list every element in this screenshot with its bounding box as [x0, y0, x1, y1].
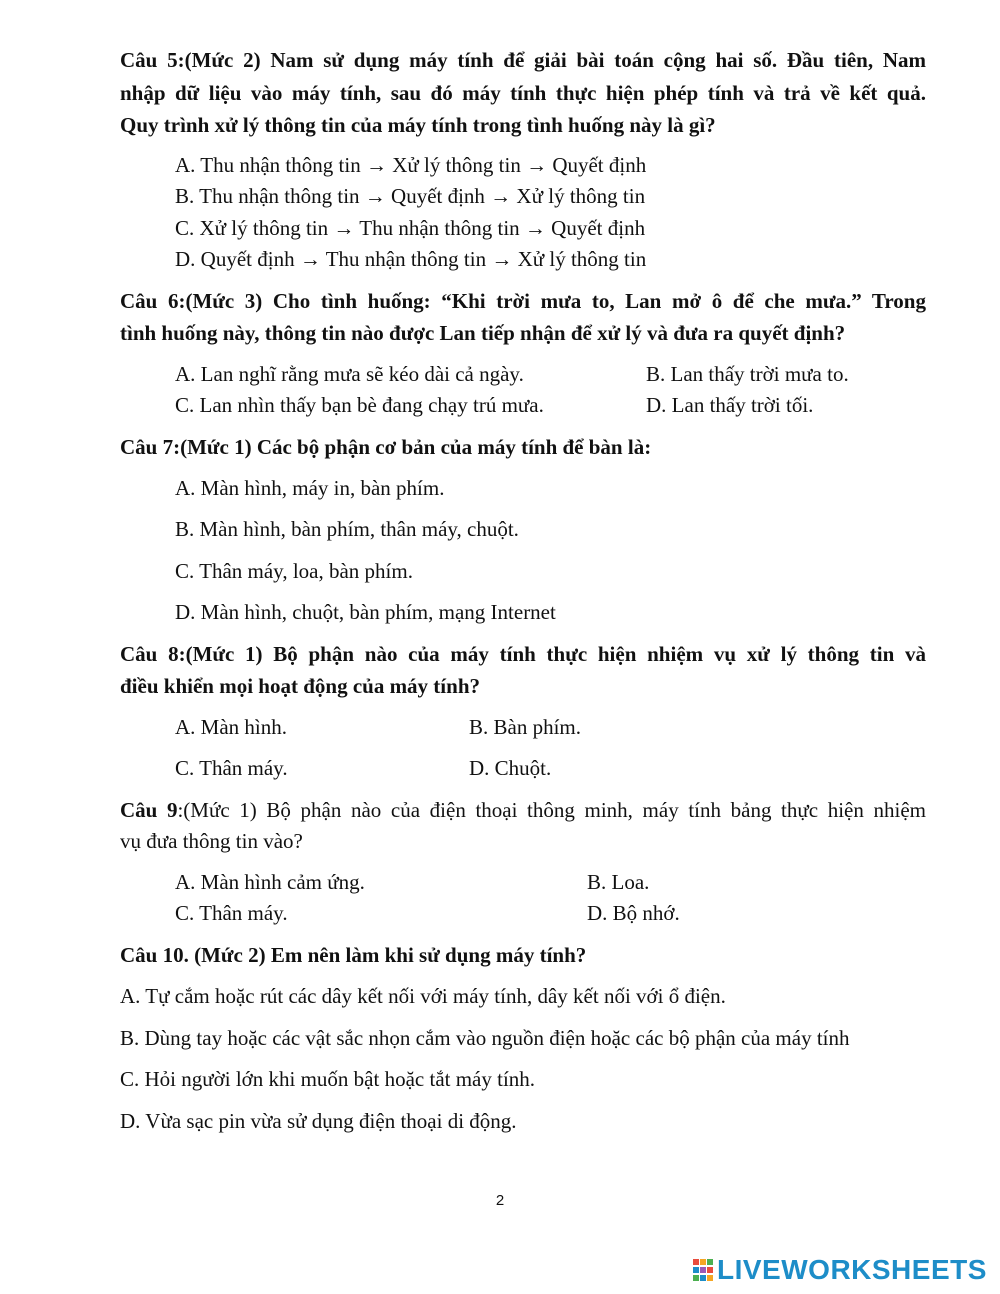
question-8-line-1: Câu 8:(Mức 1) Bộ phận nào của máy tính thực hiện nhiệm vụ xử lý thông tin và — [120, 642, 926, 666]
question-10-option-c[interactable]: C. Hỏi người lớn khi muốn bật hoặc tắt máy tính. — [120, 1067, 536, 1091]
question-9-line-2: vụ đưa thông tin vào? — [120, 829, 303, 853]
question-6-line-2: tình huống này, thông tin nào được Lan tiếp nhận để xử lý và đưa ra quyết định? — [120, 321, 846, 345]
question-6-option-c[interactable]: C. Lan nhìn thấy bạn bè đang chạy trú mưa. — [175, 393, 544, 417]
question-8-option-c[interactable]: C. Thân máy. — [175, 756, 288, 780]
question-7-option-a[interactable]: A. Màn hình, máy in, bàn phím. — [175, 476, 445, 500]
question-9-line-1 — [120, 795, 926, 825]
question-8-option-d[interactable]: D. Chuột. — [469, 756, 552, 780]
question-6-line-1: Câu 6:(Mức 3) Cho tình huống: “Khi trời mưa to, Lan mở ô để che mưa.” Trong — [120, 289, 926, 313]
question-7-option-c[interactable]: C. Thân máy, loa, bàn phím. — [175, 559, 413, 583]
question-9-label: Câu 9 — [120, 798, 178, 822]
liveworksheets-logo-icon — [692, 1257, 714, 1283]
question-9-option-b[interactable]: B. Loa. — [587, 870, 650, 894]
page-number: 2 — [495, 1192, 505, 1209]
question-9-option-c[interactable]: C. Thân máy. — [175, 901, 288, 925]
question-5-option-d[interactable]: D. Quyết định → Thu nhận thông tin → Xử lý thông tin — [175, 247, 647, 271]
question-6-option-a[interactable]: A. Lan nghĩ rằng mưa sẽ kéo dài cả ngày. — [175, 362, 524, 386]
question-9-option-a[interactable]: A. Màn hình cảm ứng. — [175, 870, 365, 894]
question-5-option-c[interactable]: C. Xử lý thông tin → Thu nhận thông tin → Quyết định — [175, 216, 646, 240]
question-10-option-d[interactable]: D. Vừa sạc pin vừa sử dụng điện thoại di động. — [120, 1109, 517, 1133]
question-8-line-2: điều khiển mọi hoạt động của máy tính? — [120, 674, 480, 698]
question-10-option-a[interactable]: A. Tự cắm hoặc rút các dây kết nối với máy tính, dây kết nối với ổ điện. — [120, 984, 726, 1008]
question-5-line-2: nhập dữ liệu vào máy tính, sau đó máy tính thực hiện phép tính và trả về kết quả. — [120, 81, 926, 105]
question-7-line-1: Câu 7:(Mức 1) Các bộ phận cơ bản của máy tính để bàn là: — [120, 435, 652, 459]
question-5-option-b[interactable]: B. Thu nhận thông tin → Quyết định → Xử lý thông tin — [175, 184, 646, 208]
question-7-option-b[interactable]: B. Màn hình, bàn phím, thân máy, chuột. — [175, 517, 519, 541]
question-6-option-b[interactable]: B. Lan thấy trời mưa to. — [646, 362, 849, 386]
liveworksheets-logo[interactable] — [692, 1252, 987, 1288]
question-10-option-b[interactable]: B. Dùng tay hoặc các vật sắc nhọn cắm vào nguồn điện hoặc các bộ phận của máy tính — [120, 1026, 850, 1050]
liveworksheets-logo-text: LIVEWORKSHEETS — [717, 1254, 987, 1285]
question-7-option-d[interactable]: D. Màn hình, chuột, bàn phím, mạng Internet — [175, 600, 556, 624]
question-8-option-a[interactable]: A. Màn hình. — [175, 715, 287, 739]
question-5-line-1: Câu 5:(Mức 2) Nam sử dụng máy tính để giải bài toán cộng hai số. Đầu tiên, Nam — [120, 48, 926, 72]
question-10-line-1: Câu 10. (Mức 2) Em nên làm khi sử dụng máy tính? — [120, 943, 587, 967]
question-9-line-1-text: :(Mức 1) Bộ phận nào của điện thoại thông minh, máy tính bảng thực hiện nhiệm — [177, 798, 926, 822]
question-9-option-d[interactable]: D. Bộ nhớ. — [587, 901, 680, 925]
question-5-line-3: Quy trình xử lý thông tin của máy tính trong tình huống này là gì? — [120, 113, 716, 137]
question-8-option-b[interactable]: B. Bàn phím. — [469, 715, 582, 739]
question-5-option-a[interactable]: A. Thu nhận thông tin → Xử lý thông tin → Quyết định — [175, 153, 647, 177]
question-6-option-d[interactable]: D. Lan thấy trời tối. — [646, 393, 814, 417]
